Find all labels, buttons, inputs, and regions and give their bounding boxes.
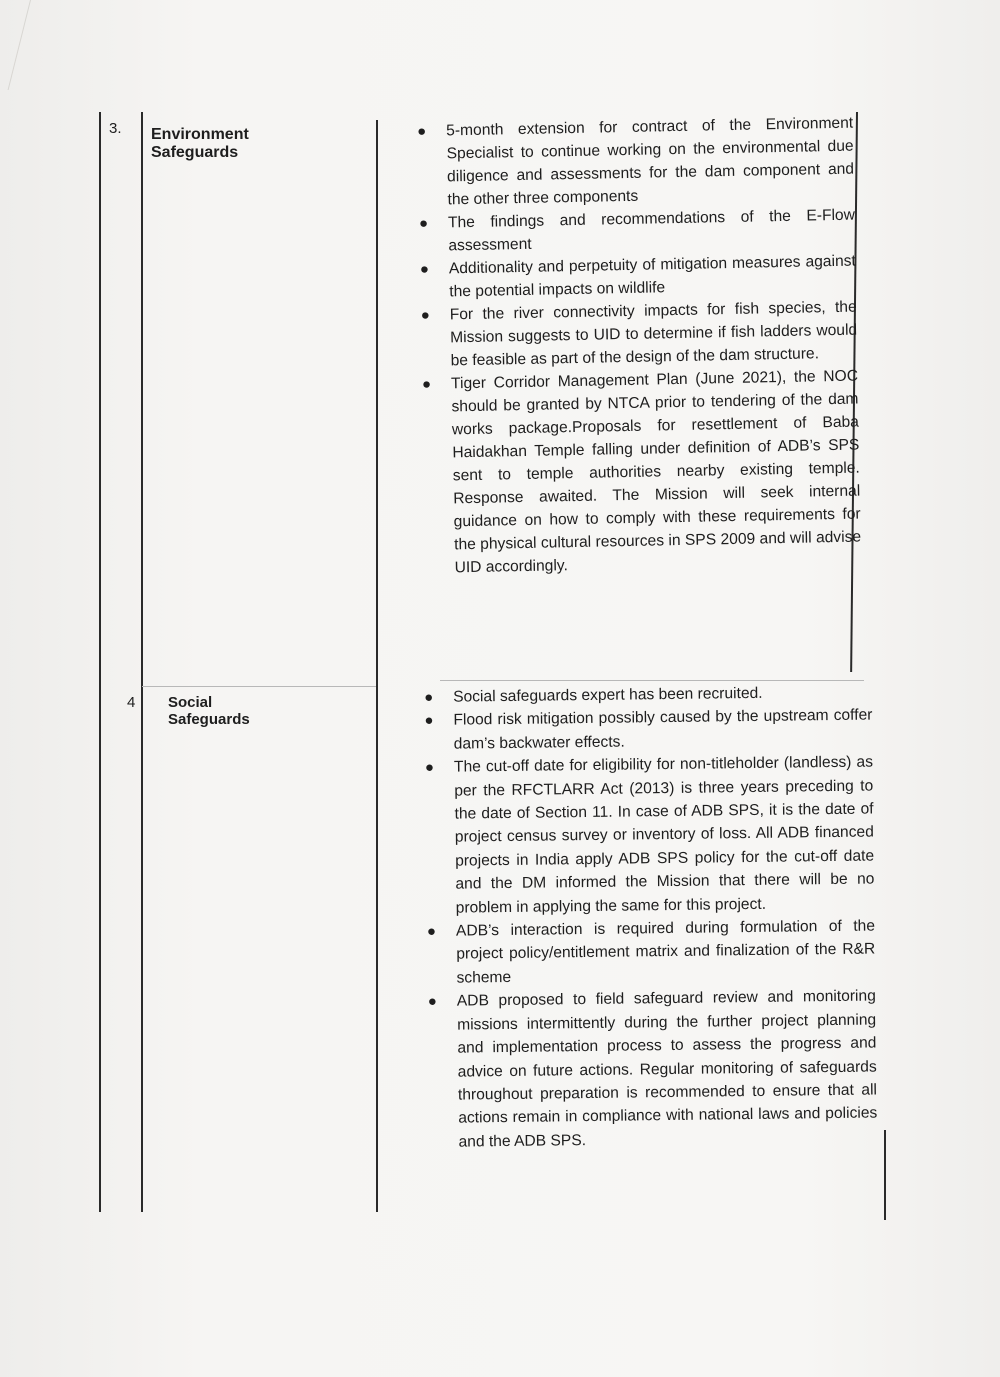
bullet-dot-icon: ● bbox=[421, 375, 432, 393]
list-item: ● Flood risk mitigation possibly caused by the upstream coffer dam’s backwater effects. bbox=[424, 706, 873, 753]
number-column-divider bbox=[141, 112, 143, 1212]
page-edge-shadow bbox=[0, 0, 31, 90]
bullet-dot-icon: ● bbox=[418, 214, 429, 232]
topic-column-divider bbox=[376, 120, 378, 1212]
list-item: ● The findings and recommendations of the E-Flow assessment bbox=[418, 206, 856, 255]
list-item: ● Social safeguards expert has been recruited. bbox=[422, 681, 872, 710]
table-right-border-lower bbox=[884, 1130, 886, 1220]
row-topic-social-safeguards: Social Safeguards bbox=[168, 694, 250, 728]
bullet-dot-icon: ● bbox=[426, 922, 437, 941]
bullet-dot-icon: ● bbox=[424, 688, 434, 706]
bullet-dot-icon: ● bbox=[427, 993, 438, 1011]
row-topic-environment-safeguards: Environment Safeguards bbox=[151, 126, 249, 161]
row-number: 3. bbox=[109, 120, 122, 137]
bullet-dot-icon: ● bbox=[419, 260, 430, 278]
row-number: 4 bbox=[127, 694, 136, 711]
bullet-dot-icon: ● bbox=[424, 759, 435, 777]
bullet-dot-icon: ● bbox=[417, 122, 427, 140]
bullet-dot-icon: ● bbox=[420, 306, 430, 324]
list-item: ● ADB proposed to field safeguard review and monitoring missions intermittently during the further project planning and implementation process to assess the progress and advice on future actions. Regular monitoring of safeguards throughout preparation is recommended to ensure that all actions remain in compliance with national laws and policies and the ADB SPS. bbox=[427, 987, 878, 1151]
list-item: ● ADB’s interaction is required during formulation of the project policy/entitlement matrix and finalization of the R&R scheme bbox=[426, 917, 876, 987]
list-item: ● Tiger Corridor Management Plan (June 2021), the NOC should be granted by NTCA prior to tendering of the dam works package.Proposals for resettlement of Baba Haidakhan Temple falling under definition of ADB’s SPS sent to temple authorities nearby existing temple. Response awaited. The Mission will seek internal guidance on how to comply with these requirements for the physical cultural resources in SPS 2009 and will advise UID accordingly. bbox=[421, 367, 862, 577]
table-left-border bbox=[99, 112, 101, 1212]
bullet-dot-icon: ● bbox=[424, 712, 434, 730]
list-item: ● Additionality and perpetuity of mitigation measures against the potential impacts on wildlife bbox=[419, 252, 856, 301]
list-item: ● For the river connectivity impacts for fish species, the Mission suggests to UID to determine if fish ladders would be feasible as part of the design of the dam structure. bbox=[420, 298, 858, 370]
social-bullet-list bbox=[422, 681, 878, 1155]
list-item: ● 5-month extension for contract of the Environment Specialist to continue working on the environmental due diligence and assessments for the dam component and the other three components bbox=[417, 114, 855, 209]
environment-bullet-list bbox=[415, 112, 862, 580]
list-item: ● The cut-off date for eligibility for non-titleholder (landless) as per the RFCTLARR Act (2013) is three years preceding to the date of Section 11. In case of ADB SPS, it is the date of project census survey or inventory of loss. All ADB financed projects in India apply ADB SPS policy for the cut-off date and the DM informed the Mission that there will be no problem in applying the same for this project. bbox=[424, 753, 875, 917]
row-divider bbox=[142, 686, 376, 687]
